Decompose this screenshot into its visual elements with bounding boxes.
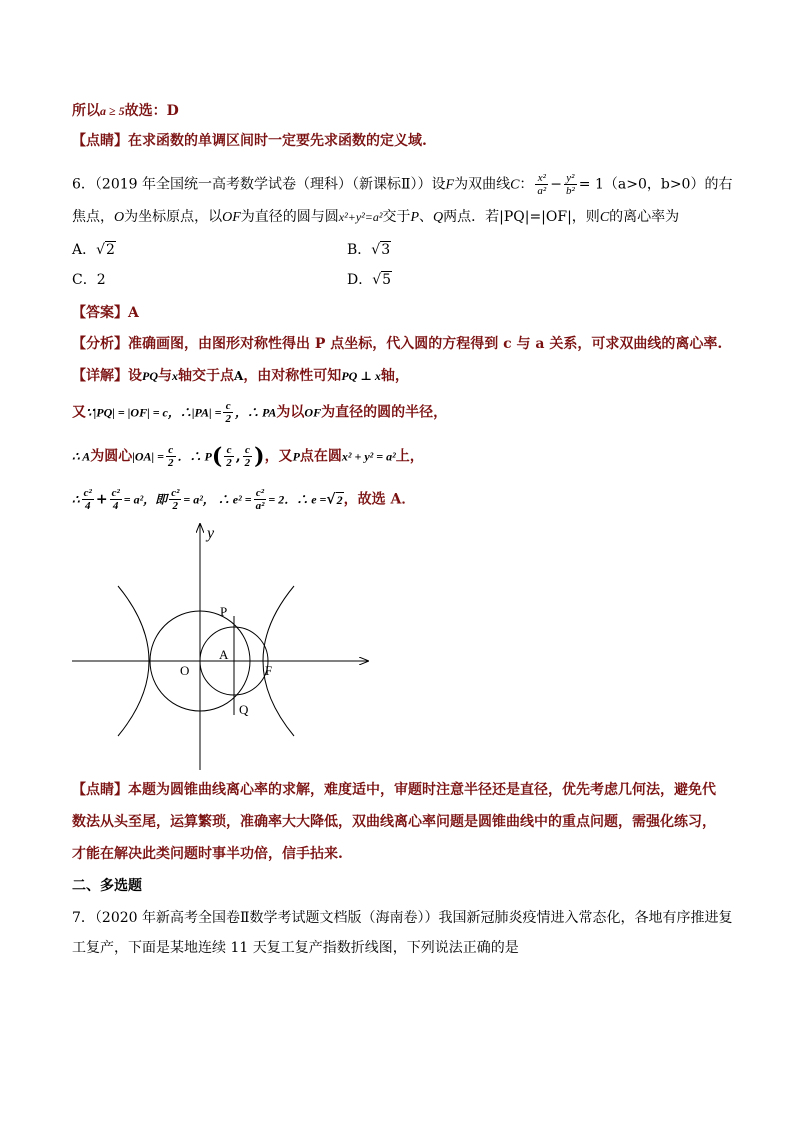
- option-c: C．2: [72, 272, 106, 288]
- section-title: 二、多选题: [72, 878, 142, 894]
- answer: 【答案】A: [72, 305, 139, 321]
- q6-line1: 6．（2019 年全国统一高考数学试卷（理科）（新课标Ⅱ））设F为双曲线C： $\frac{\text{x²}}{\text{a²}}$ − $\frac{\text{y²}}{\text{b²}}$ = 1（a>0，b>0）的右: [72, 172, 733, 197]
- hyperbola-figure: [68, 518, 388, 773]
- label-q: Q: [239, 702, 249, 717]
- label-f: F: [265, 663, 273, 678]
- prev-conclusion: 所以a ≥ 5故选：D: [72, 103, 179, 119]
- frac-x2-a2: $\frac{\text{x²}}{\text{a²}}$: [537, 172, 547, 197]
- frac-y2-b2: $\frac{\text{y²}}{\text{b²}}$: [565, 172, 575, 197]
- tip-line3: 才能在解决此类问题时事半功倍，信手拈来.: [72, 846, 343, 862]
- option-b: B．√3: [347, 242, 391, 258]
- label-y: y: [207, 525, 215, 542]
- detail-line3: ∴ A为圆心|OA| = $\frac{c}{2}$ ．∴ P( $\frac{c}{2}$ , $\frac{c}{2}$ )，又P点在圆x² + y² = a²上，: [72, 443, 424, 470]
- q7-line1: 7．（2020 年新高考全国卷Ⅱ数学考试题文档版（海南卷））我国新冠肺炎疫情进入常态化，各地有序推进复: [72, 910, 733, 926]
- detail-line4: ∴ $\frac{\text{c²}}{4}$ + $\frac{\text{c²}}{4}$ = a²，即 $\frac{\text{c²}}{2}$ = a²， ∴ e² = $\frac{\text{c²}}{\text{a²}}$ = 2．∴ e =√2，故选 A．: [72, 487, 416, 512]
- tip-line1: 【点睛】本题为圆锥曲线离心率的求解，难度适中，审题时注意半径还是直径，优先考虑几何法，避免代: [72, 782, 716, 798]
- label-a: A: [219, 647, 229, 662]
- detail-line1: 【详解】设PQ与x轴交于点A，由对称性可知PQ ⊥ x轴，: [72, 368, 409, 384]
- label-o: O: [180, 663, 190, 678]
- analysis: 【分析】准确画图，由图形对称性得出 P 点坐标，代入圆的方程得到 c 与 a 关系，可求双曲线的离心率.: [72, 336, 723, 352]
- q7-line2: 工复产，下面是某地连续 11 天复工复产指数折线图，下列说法正确的是: [72, 940, 519, 956]
- option-a: A．√2: [72, 242, 115, 258]
- tip-line2: 数法从头至尾，运算繁琐，准确率大大降低，双曲线离心率问题是圆锥曲线中的重点问题，需强化练习，: [72, 814, 716, 830]
- detail-line2: 又∵|PQ| = |OF| = c，∴|PA| = $\frac{c}{2}$ ，∴ PA为以OF为直径的圆的半径，: [72, 400, 448, 425]
- q6-line2: 焦点，O为坐标原点，以OF为直径的圆与圆x²+y²=a²交于P、Q两点．若|PQ|=|OF|，则C的离心率为: [72, 209, 680, 225]
- option-d: D．√5: [347, 272, 392, 288]
- prev-tip: 【点睛】在求函数的单调区间时一定要先求函数的定义域.: [72, 133, 427, 149]
- label-p: P: [220, 604, 228, 619]
